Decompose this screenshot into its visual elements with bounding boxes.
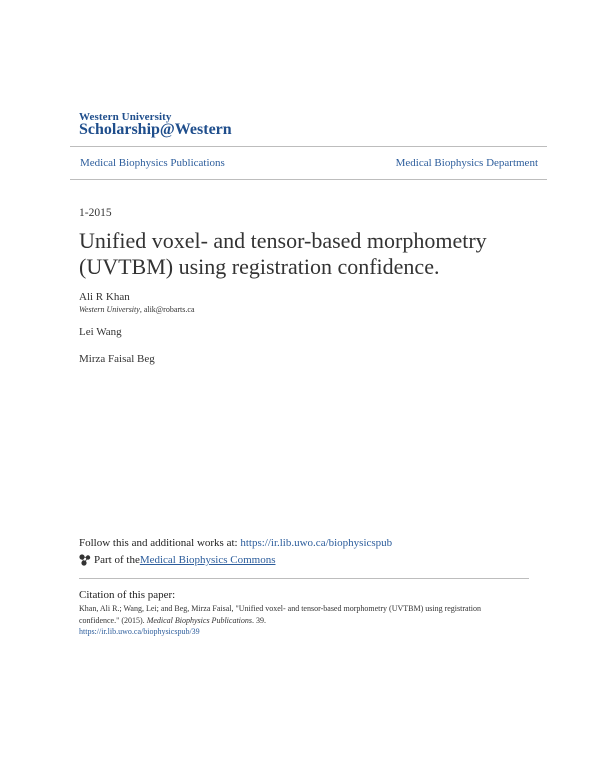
publications-link[interactable]: Medical Biophysics Publications (80, 157, 225, 169)
citation-link[interactable]: https://ir.lib.uwo.ca/biophysicspub/39 (79, 627, 200, 636)
paper-title: Unified voxel- and tensor-based morphometry (UVTBM) using registration confidence. (79, 228, 487, 279)
follow-line (79, 537, 392, 549)
commons-network-icon (79, 554, 91, 566)
part-of-line (79, 554, 276, 566)
citation-journal: Medical Biophysics Publications (146, 615, 252, 625)
author-name: Lei Wang (79, 326, 122, 338)
citation-main: Khan, Ali R.; Wang, Lei; and Beg, Mirza Faisal, "Unified voxel- and tensor-based morphometry (UVTBM) using registration confidence." (2015). (79, 604, 482, 625)
department-link[interactable]: Medical Biophysics Department (395, 157, 538, 169)
publication-date: 1-2015 (79, 207, 112, 219)
affiliation-name: Western University (79, 305, 140, 314)
header-divider (70, 146, 547, 147)
part-of-text: Part of the (94, 554, 140, 566)
author-name: Mirza Faisal Beg (79, 353, 155, 365)
author-affiliation (79, 305, 195, 314)
commons-link[interactable]: Medical Biophysics Commons (139, 554, 276, 566)
institution-name: Western University (79, 111, 172, 123)
author-name: Ali R Khan (79, 291, 130, 303)
citation-heading: Citation of this paper: (79, 589, 176, 601)
follow-text: Follow this and additional works at: (79, 537, 241, 549)
citation-text (79, 603, 519, 626)
citation-divider (79, 578, 529, 579)
repository-name[interactable]: Scholarship@Western (79, 121, 232, 138)
author-email: , alik@robarts.ca (139, 305, 195, 314)
collection-link[interactable]: https://ir.lib.uwo.ca/biophysicspub (240, 537, 393, 549)
nav-divider (70, 179, 547, 180)
citation-number: . 39. (252, 615, 266, 625)
